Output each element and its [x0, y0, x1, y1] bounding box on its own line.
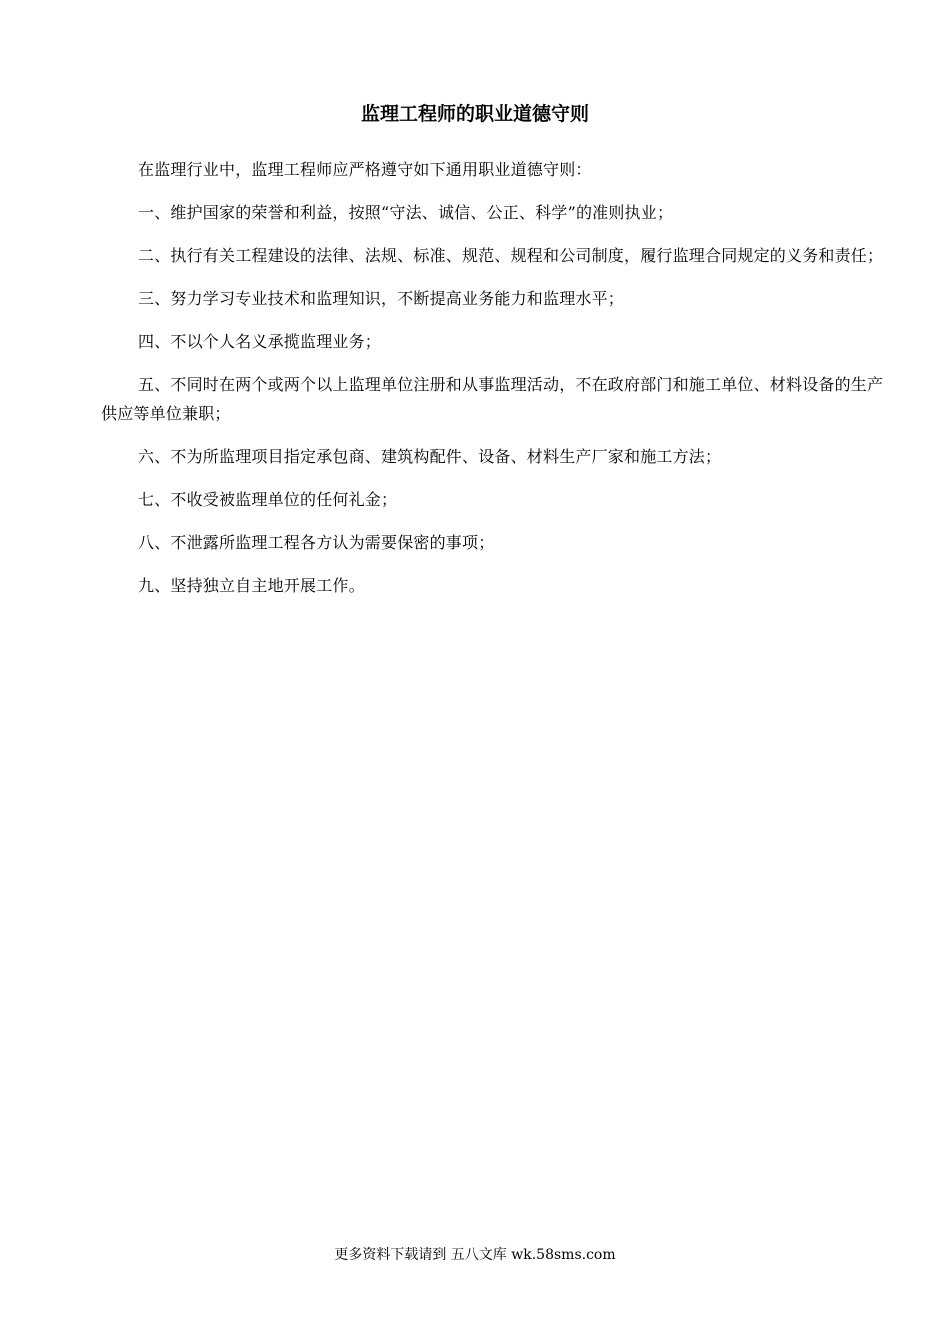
paragraph-rule-3: 三、努力学习专业技术和监理知识，不断提高业务能力和监理水平； [138, 289, 625, 308]
page-footer: 更多资料下载请到 五八文库 wk.58sms.com [334, 1247, 616, 1263]
document-body [101, 155, 885, 614]
paragraph-rule-6: 六、不为所监理项目指定承包商、建筑构配件、设备、材料生产厂家和施工方法； [138, 447, 722, 466]
paragraph-rule-1: 一、维护国家的荣誉和利益，按照“守法、诚信、公正、科学”的准则执业； [138, 203, 674, 222]
document-title: 监理工程师的职业道德守则 [360, 103, 589, 125]
paragraph-rule-8: 八、不泄露所监理工程各方认为需要保密的事项； [138, 533, 495, 552]
paragraph-rule-5: 五、不同时在两个或两个以上监理单位注册和从事监理活动，不在政府部门和施工单位、材料设备的生产供应等单位兼职； [101, 375, 884, 423]
paragraph-intro: 在监理行业中，监理工程师应严格遵守如下通用职业道德守则： [138, 160, 592, 179]
paragraph-rule-9: 九、坚持独立自主地开展工作。 [138, 576, 365, 595]
paragraph-rule-2: 二、执行有关工程建设的法律、法规、标准、规范、规程和公司制度，履行监理合同规定的义务和责任； [138, 246, 884, 265]
paragraph-rule-4: 四、不以个人名义承揽监理业务； [138, 332, 382, 351]
paragraph-rule-7: 七、不收受被监理单位的任何礼金； [138, 490, 398, 509]
